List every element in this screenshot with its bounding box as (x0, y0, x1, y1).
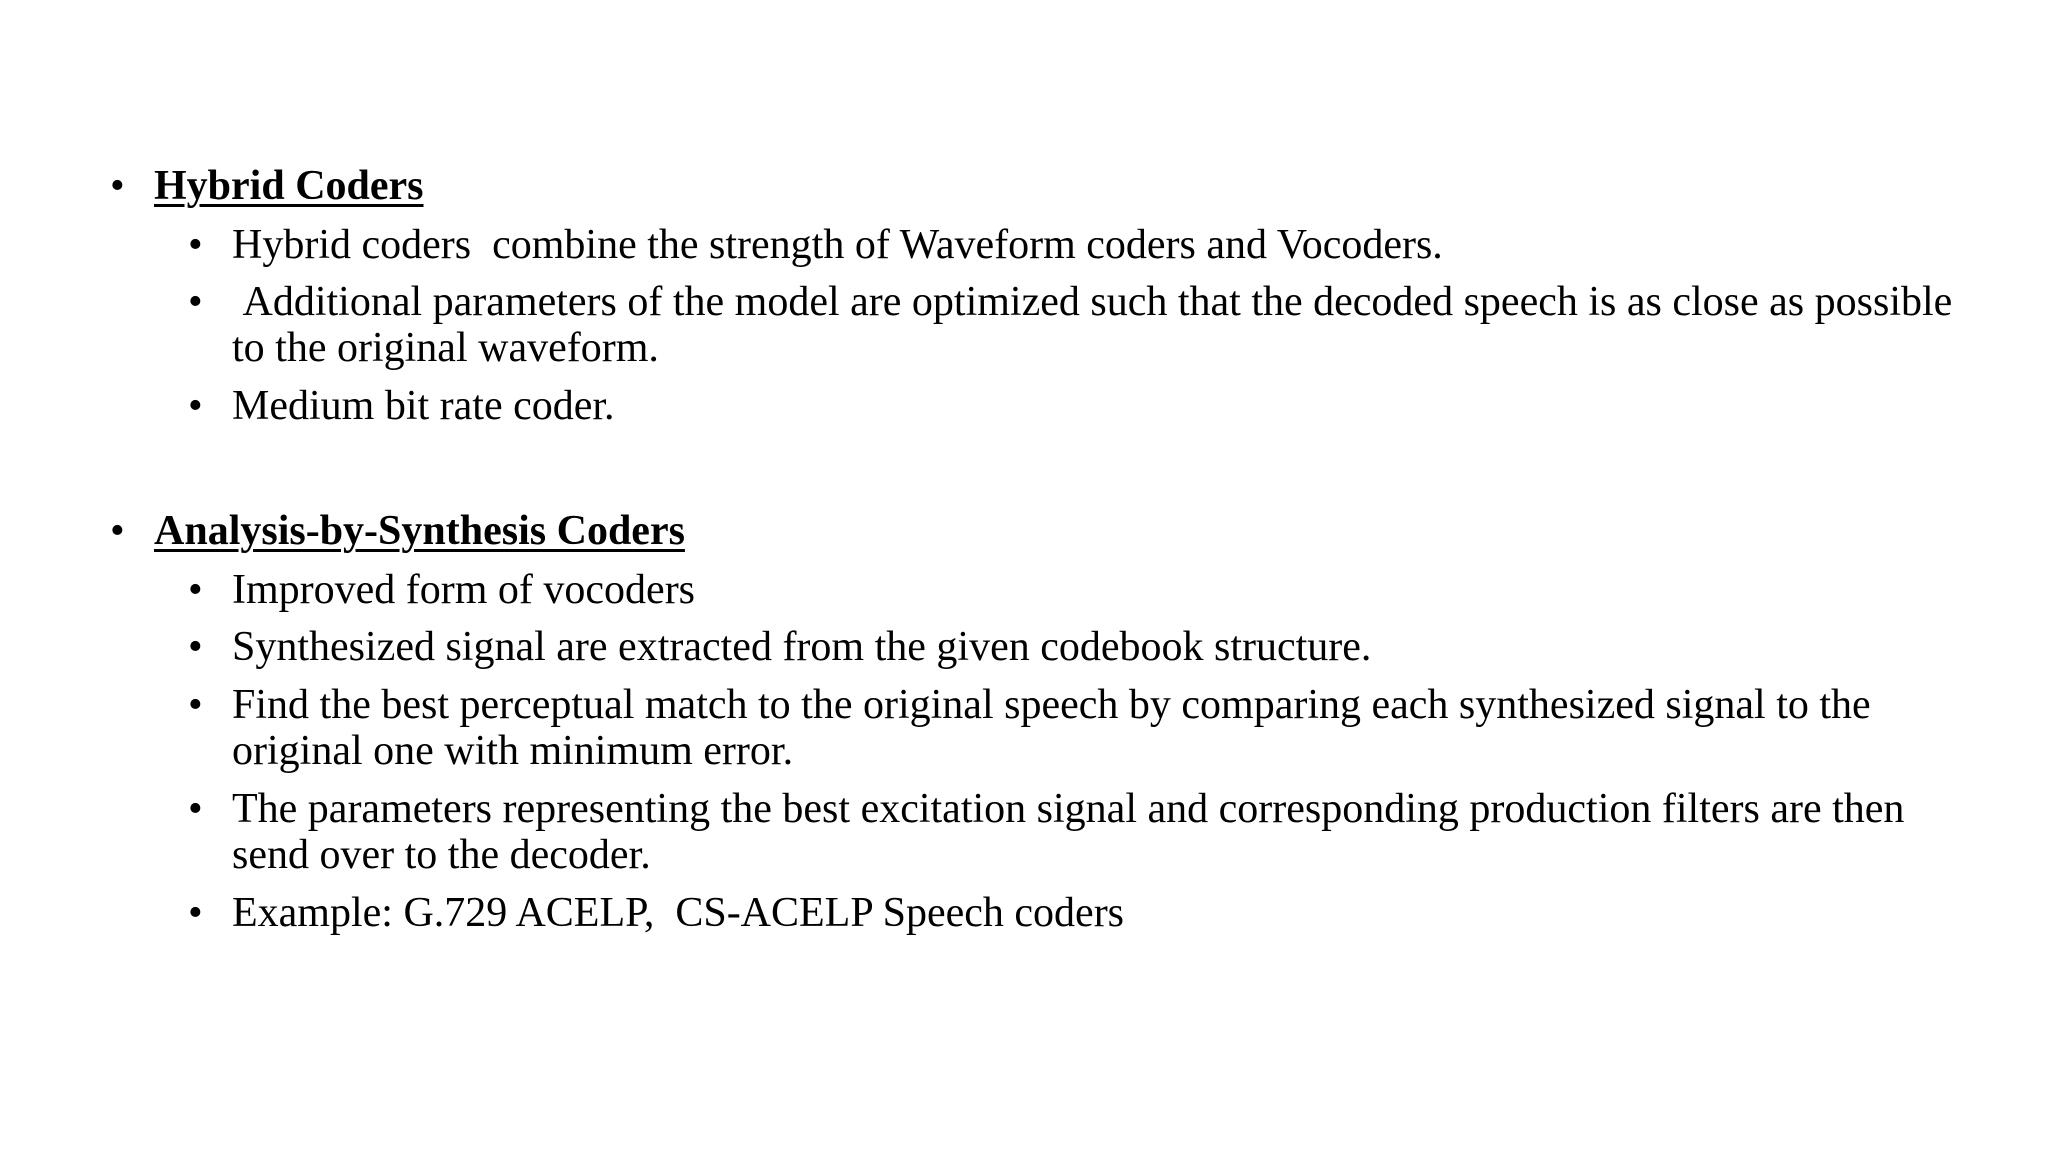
item-text: Hybrid coders combine the strength of Waveform coders and Vocoders. (232, 222, 1443, 268)
heading-text: Hybrid Coders (154, 163, 424, 209)
bullet-icon: • (188, 383, 203, 429)
bullet-icon: • (110, 163, 125, 209)
list-item (188, 279, 1968, 371)
bullet-icon: • (188, 567, 203, 613)
item-text: Find the best perceptual match to the original speech by comparing each synthesized signal to the original one with minimum error. (232, 682, 1882, 774)
item-text: Example: G.729 ACELP, CS-ACELP Speech coders (232, 890, 1125, 936)
section-heading-hybrid-coders (110, 163, 424, 209)
list-item (188, 222, 1968, 268)
heading-text: Analysis-by-Synthesis Coders (154, 508, 685, 554)
list-item (188, 682, 1968, 774)
list-item (188, 624, 1968, 670)
bullet-icon: • (188, 890, 203, 936)
item-text: Synthesized signal are extracted from the given codebook structure. (232, 624, 1372, 670)
list-item (188, 786, 1968, 878)
list-item (188, 567, 1968, 613)
list-item (188, 383, 1968, 429)
item-text: Additional parameters of the model are optimized such that the decoded speech is as close as possible to the original waveform. (232, 279, 1963, 371)
item-text: The parameters representing the best excitation signal and corresponding production filters are then send over to the decoder. (232, 786, 1915, 878)
section-heading-analysis-by-synthesis (110, 508, 685, 554)
bullet-icon: • (188, 624, 203, 670)
bullet-icon: • (188, 682, 203, 728)
bullet-icon: • (188, 786, 203, 832)
bullet-icon: • (110, 508, 125, 554)
bullet-icon: • (188, 279, 203, 325)
item-text: Improved form of vocoders (232, 567, 696, 613)
item-text: Medium bit rate coder. (232, 383, 615, 429)
bullet-icon: • (188, 222, 203, 268)
list-item (188, 890, 1968, 936)
